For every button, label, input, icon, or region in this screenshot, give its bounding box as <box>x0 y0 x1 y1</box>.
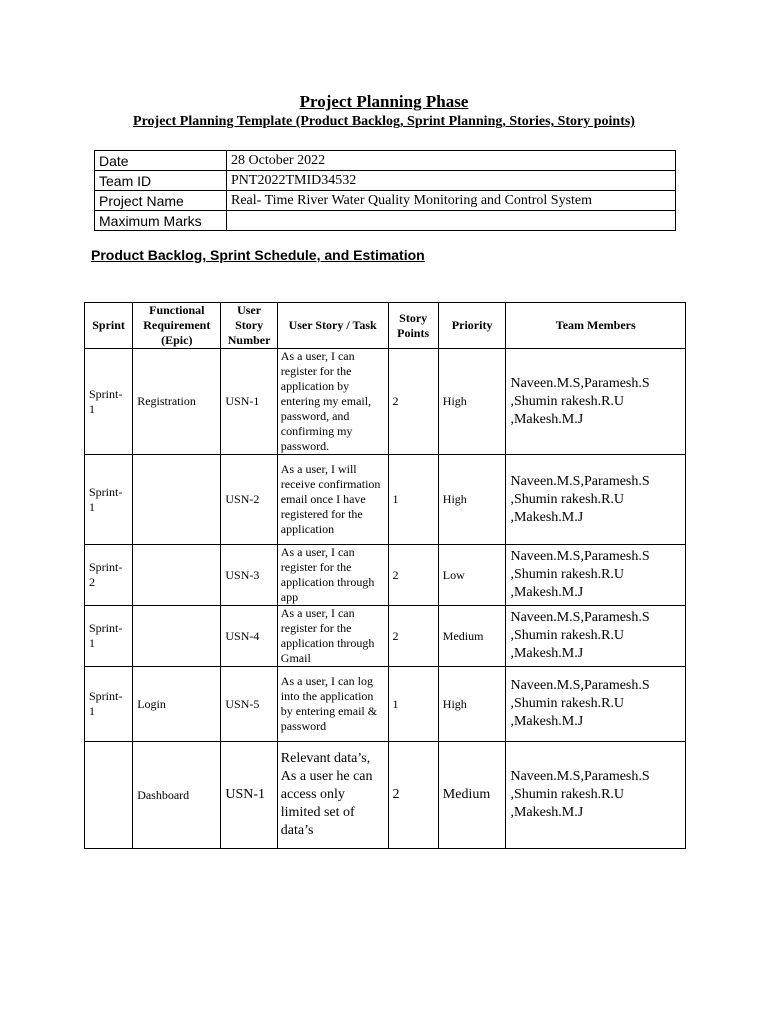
member-line: Naveen.M.S,Paramesh.S <box>510 375 650 391</box>
header-story-points: Story Points <box>388 303 438 349</box>
cell-priority: High <box>438 455 506 545</box>
cell-usn: USN-3 <box>221 545 277 606</box>
info-row <box>95 211 676 231</box>
cell-usn: USN-5 <box>221 667 277 742</box>
table-row <box>85 455 686 545</box>
cell-usn: USN-1 <box>221 349 277 455</box>
cell-priority: High <box>438 667 506 742</box>
cell-sprint: Sprint-1 <box>85 455 133 545</box>
cell-members <box>506 455 686 545</box>
cell-points: 2 <box>388 606 438 667</box>
cell-sprint: Sprint-1 <box>85 606 133 667</box>
cell-sprint: Sprint-2 <box>85 545 133 606</box>
member-line: ,Makesh.M.J <box>510 585 584 600</box>
cell-epic: Dashboard <box>133 742 221 849</box>
cell-epic: Login <box>133 667 221 742</box>
cell-story: As a user, I will receive confirmation email once I have registered for the application <box>277 455 388 545</box>
info-value: 28 October 2022 <box>227 151 676 171</box>
cell-points: 2 <box>388 349 438 455</box>
cell-epic <box>133 455 221 545</box>
cell-members <box>506 667 686 742</box>
cell-sprint <box>85 742 133 849</box>
member-line: ,Makesh.M.J <box>510 805 584 820</box>
cell-priority: High <box>438 349 506 455</box>
member-line: ,Shumin rakesh.R.U <box>510 628 625 643</box>
info-key: Project Name <box>95 191 227 211</box>
info-key: Team ID <box>95 171 227 191</box>
page-title: Project Planning Phase <box>299 92 469 111</box>
info-row <box>95 151 676 171</box>
cell-points: 2 <box>388 742 438 849</box>
cell-points: 1 <box>388 455 438 545</box>
cell-points: 1 <box>388 667 438 742</box>
page-subtitle: Project Planning Template (Product Backlog, Sprint Planning, Stories, Story points) <box>133 114 635 129</box>
cell-story: As a user, I can register for the application through app <box>277 545 388 606</box>
member-line: ,Makesh.M.J <box>510 646 584 661</box>
header-user-story-task: User Story / Task <box>277 303 388 349</box>
info-value <box>227 211 676 231</box>
cell-priority: Medium <box>438 742 506 849</box>
cell-epic <box>133 606 221 667</box>
member-line: ,Shumin rakesh.R.U <box>510 696 625 711</box>
cell-sprint: Sprint-1 <box>85 349 133 455</box>
project-info-table <box>94 150 676 231</box>
info-key: Date <box>95 151 227 171</box>
cell-priority: Medium <box>438 606 506 667</box>
cell-priority: Low <box>438 545 506 606</box>
cell-members <box>506 742 686 849</box>
header-team-members: Team Members <box>506 303 686 349</box>
cell-sprint: Sprint-1 <box>85 667 133 742</box>
cell-story: As a user, I can register for the application through Gmail <box>277 606 388 667</box>
header-functional-requirement: Functional Requirement (Epic) <box>133 303 221 349</box>
product-backlog-table <box>84 302 686 849</box>
cell-members <box>506 545 686 606</box>
member-line: ,Shumin rakesh.R.U <box>510 787 625 802</box>
cell-story: As a user, I can register for the application by entering my email, password, and confirming my password. <box>277 349 388 455</box>
member-line: ,Makesh.M.J <box>510 509 584 525</box>
cell-members <box>506 606 686 667</box>
info-key: Maximum Marks <box>95 211 227 231</box>
header-user-story-number: User Story Number <box>221 303 277 349</box>
header-priority: Priority <box>438 303 506 349</box>
cell-epic: Registration <box>133 349 221 455</box>
member-line: Naveen.M.S,Paramesh.S <box>510 610 650 625</box>
table-row <box>85 742 686 849</box>
info-row <box>95 171 676 191</box>
cell-story: As a user, I can log into the application by entering email & password <box>277 667 388 742</box>
cell-usn: USN-1 <box>221 742 277 849</box>
member-line: Naveen.M.S,Paramesh.S <box>510 473 650 489</box>
section-heading: Product Backlog, Sprint Schedule, and Estimation <box>91 247 425 263</box>
table-row <box>85 545 686 606</box>
table-row <box>85 349 686 455</box>
table-header-row <box>85 303 686 349</box>
cell-epic <box>133 545 221 606</box>
member-line: ,Makesh.M.J <box>510 411 584 427</box>
member-line: ,Shumin rakesh.R.U <box>510 393 625 409</box>
cell-usn: USN-2 <box>221 455 277 545</box>
member-line: Naveen.M.S,Paramesh.S <box>510 769 650 784</box>
header-sprint: Sprint <box>85 303 133 349</box>
cell-points: 2 <box>388 545 438 606</box>
info-row <box>95 191 676 211</box>
member-line: ,Shumin rakesh.R.U <box>510 567 625 582</box>
cell-usn: USN-4 <box>221 606 277 667</box>
member-line: Naveen.M.S,Paramesh.S <box>510 678 650 693</box>
member-line: ,Makesh.M.J <box>510 714 584 729</box>
member-line: Naveen.M.S,Paramesh.S <box>510 549 650 564</box>
table-row <box>85 667 686 742</box>
info-value: PNT2022TMID34532 <box>227 171 676 191</box>
info-value: Real- Time River Water Quality Monitoring and Control System <box>227 191 676 211</box>
member-line: ,Shumin rakesh.R.U <box>510 491 625 507</box>
cell-members <box>506 349 686 455</box>
table-row <box>85 606 686 667</box>
cell-story: Relevant data’s, As a user he can access only limited set of data’s <box>277 742 388 849</box>
